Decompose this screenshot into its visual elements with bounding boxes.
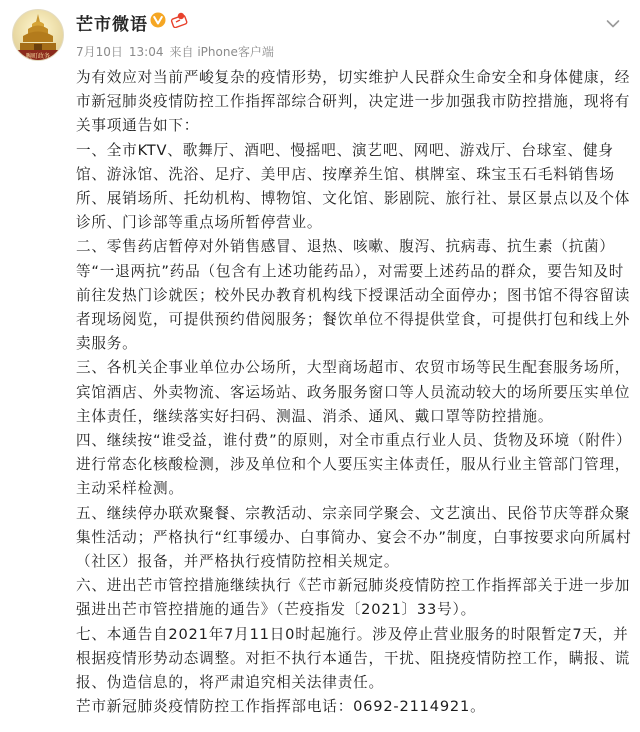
post-date: 7月10日 [76,45,123,59]
post-header [0,0,640,66]
temple-logo-icon [13,10,63,60]
measure-paragraph-5: 五、继续停办联欢聚餐、宗教活动、宗亲同学聚会、文艺演出、民俗节庆等群众聚集性活动；严格执行“红事缓办、白事简办、宴会不办”制度，白事按要求向所属村（社区）报备，并严格执行疫情防控相关规定。 [76,504,632,571]
measure-paragraph-4: 四、继续按“谁受益，谁付费”的原则，对全市重点行业人员、货物及环境（附件）进行常态化核酸检测，涉及单位和个人要压实主体责任，服从行业主管部门管理，主动采样检测。 [76,432,632,498]
measure-paragraph-7: 七、本通告自2021年7月11日0时起施行。涉及停止营业服务的时限暂定7天，并根据疫情形势动态调整。对拒不执行本通告，干扰、阻挠疫情防控工作，瞒报、谎报、伪造信息的，将严肃追究相关法律责任。 [76,625,631,692]
measure-paragraph-1: 一、全市KTV、歌舞厅、酒吧、慢摇吧、演艺吧、网吧、游戏厅、台球室、健身馆、游泳馆、洗浴、足疗、美甲店、按摩养生馆、棋牌室、珠宝玉石毛料销售场所、展销场所、托幼机构、博物馆、文化馆、影剧院、旅行社、景区景点以及个体诊所、门诊部等重点场所暂停营业。 [76,141,631,232]
measure-paragraph-2: 二、零售药店暂停对外销售感冒、退热、咳嗽、腹泻、抗病毒、抗生素（抗菌）等“一退两抗”药品（包含有上述功能药品），对需要上述药品的群众，要告知及时前往发热门诊就医；校外民办教育机构线下授课活动全面停办；图书馆不得容留读者现场阅览，可提供预约借阅服务；餐饮单位不得提供堂食，可提供打包和线上外卖服务。 [76,238,631,353]
avatar-text: 畹町政务 [25,53,51,60]
post-source[interactable]: 来自 iPhone客户端 [169,45,274,59]
chevron-down-icon[interactable] [606,14,620,33]
post-meta [76,43,280,60]
verified-icon [150,12,166,32]
member-badge-icon[interactable] [170,10,188,32]
post-time: 13:04 [128,45,164,59]
measure-paragraph-6: 六、进出芒市管控措施继续执行《芒市新冠肺炎疫情防控工作指挥部关于进一步加强进出芒市管控措施的通告》（芒疫指发〔2021〕33号）。 [76,577,631,619]
intro-paragraph: 为有效应对当前严峻复杂的疫情形势，切实维护人民群众生命安全和身体健康，经市新冠肺炎疫情防控工作指挥部综合研判，决定进一步加强我市防控措施，现将有关事项通告如下： [76,69,631,135]
post-body [76,66,632,719]
measure-paragraph-3: 三、各机关企事业单位办公场所，大型商场超市、农贸市场等民生配套服务场所，宾馆酒店、外卖物流、客运场站、政务服务窗口等人员流动较大的场所要压实单位主体责任，继续落实好扫码、测温、消杀、通风、戴口罩等防控措施。 [76,359,631,425]
contact-paragraph: 芒市新冠肺炎疫情防控工作指挥部电话：0692-2114921。 [76,698,486,716]
avatar[interactable] [12,9,64,61]
author-name[interactable]: 芒市微语 [76,15,148,35]
